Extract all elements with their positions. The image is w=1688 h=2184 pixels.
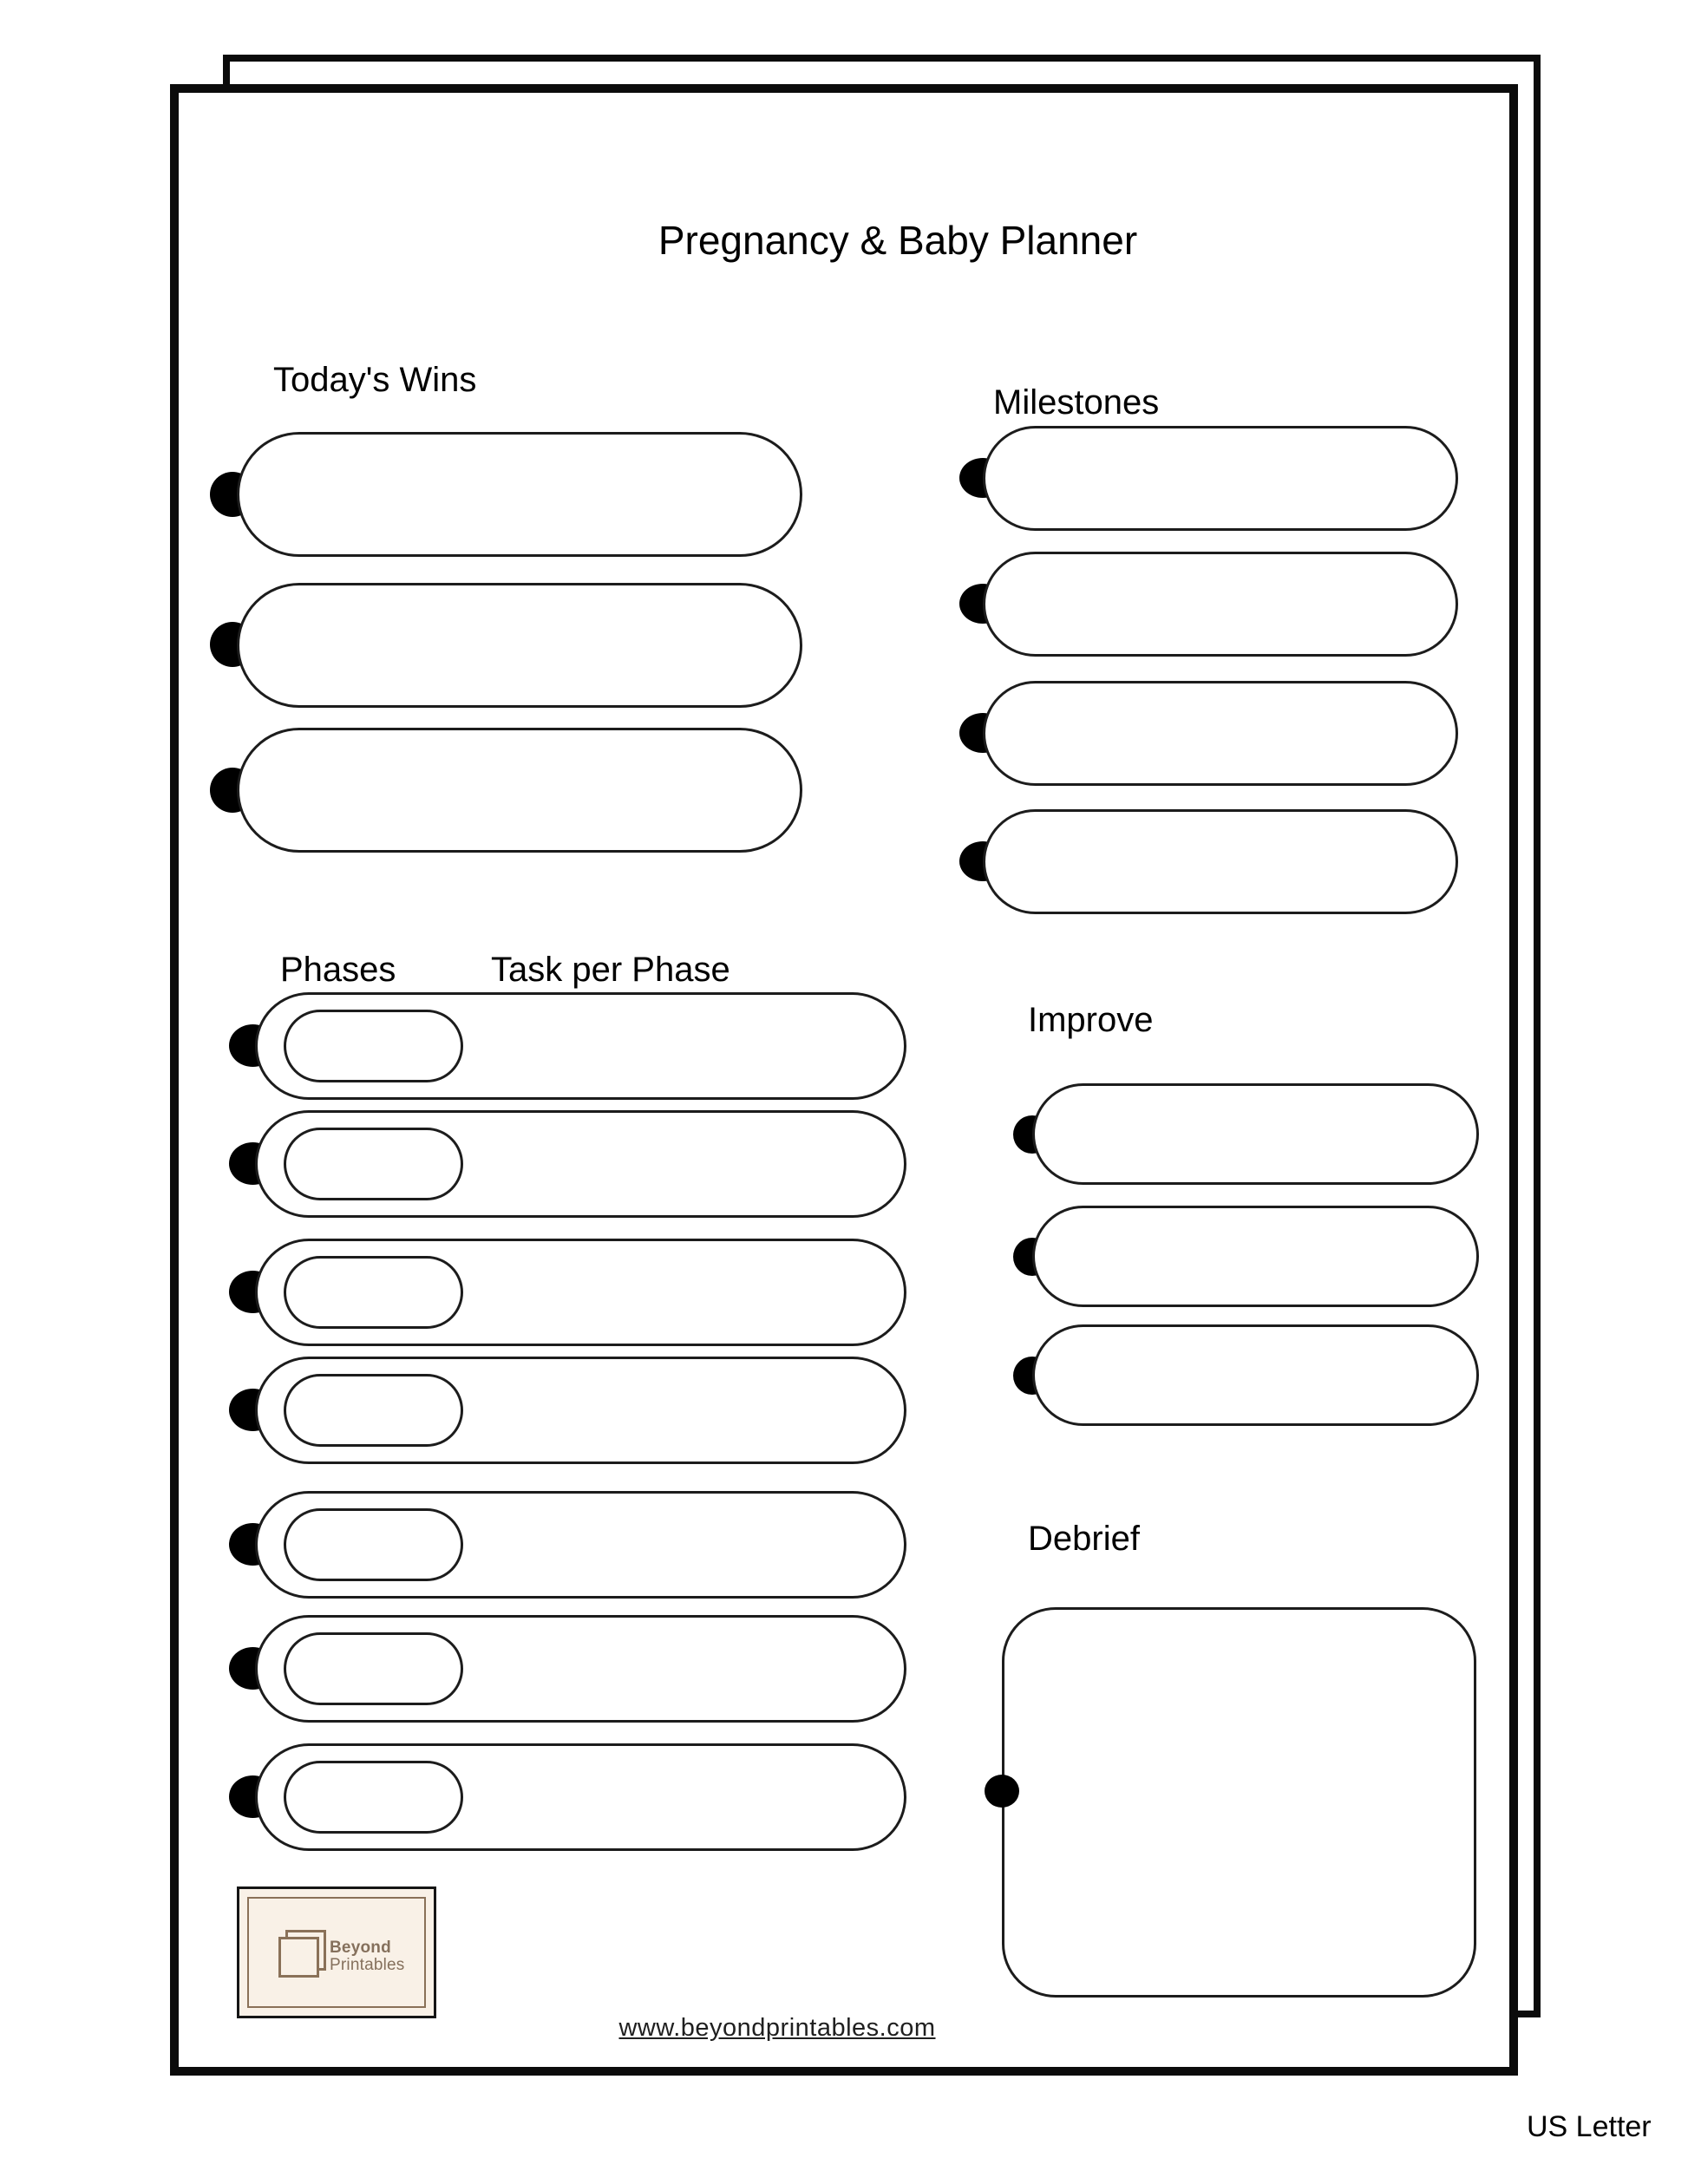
task-per-phase-heading: Task per Phase <box>491 951 730 989</box>
milestone-field[interactable] <box>983 681 1458 786</box>
improve-field[interactable] <box>1032 1206 1479 1307</box>
phase-field[interactable] <box>284 1374 463 1447</box>
debrief-heading: Debrief <box>1028 1520 1140 1558</box>
phase-field[interactable] <box>284 1010 463 1082</box>
phase-field[interactable] <box>284 1632 463 1705</box>
paper-size-label: US Letter <box>1527 2110 1652 2143</box>
milestone-field[interactable] <box>983 426 1458 531</box>
phase-field[interactable] <box>284 1761 463 1834</box>
pages-icon <box>278 1937 319 1978</box>
brand-logo <box>237 1886 436 2018</box>
debrief-field[interactable] <box>1002 1607 1476 1998</box>
phases-heading: Phases <box>280 951 396 989</box>
phase-field[interactable] <box>284 1128 463 1200</box>
todays-wins-field[interactable] <box>237 728 802 853</box>
milestone-field[interactable] <box>983 552 1458 657</box>
milestone-field[interactable] <box>983 809 1458 914</box>
milestones-heading: Milestones <box>993 383 1160 422</box>
phase-field[interactable] <box>284 1508 463 1581</box>
footer-url-link[interactable]: www.beyondprintables.com <box>618 2014 936 2042</box>
logo-name-line1: Beyond <box>330 1939 391 1957</box>
phase-field[interactable] <box>284 1256 463 1329</box>
page-title: Pregnancy & Baby Planner <box>658 218 1138 263</box>
todays-wins-heading: Today's Wins <box>273 361 477 399</box>
logo-wordmark <box>330 1939 405 1974</box>
logo-name-line2: Printables <box>330 1956 405 1974</box>
improve-field[interactable] <box>1032 1324 1479 1426</box>
improve-field[interactable] <box>1032 1083 1479 1185</box>
improve-heading: Improve <box>1028 1001 1154 1039</box>
bullet-dot-icon <box>985 1775 1019 1808</box>
todays-wins-field[interactable] <box>237 432 802 557</box>
todays-wins-field[interactable] <box>237 583 802 708</box>
